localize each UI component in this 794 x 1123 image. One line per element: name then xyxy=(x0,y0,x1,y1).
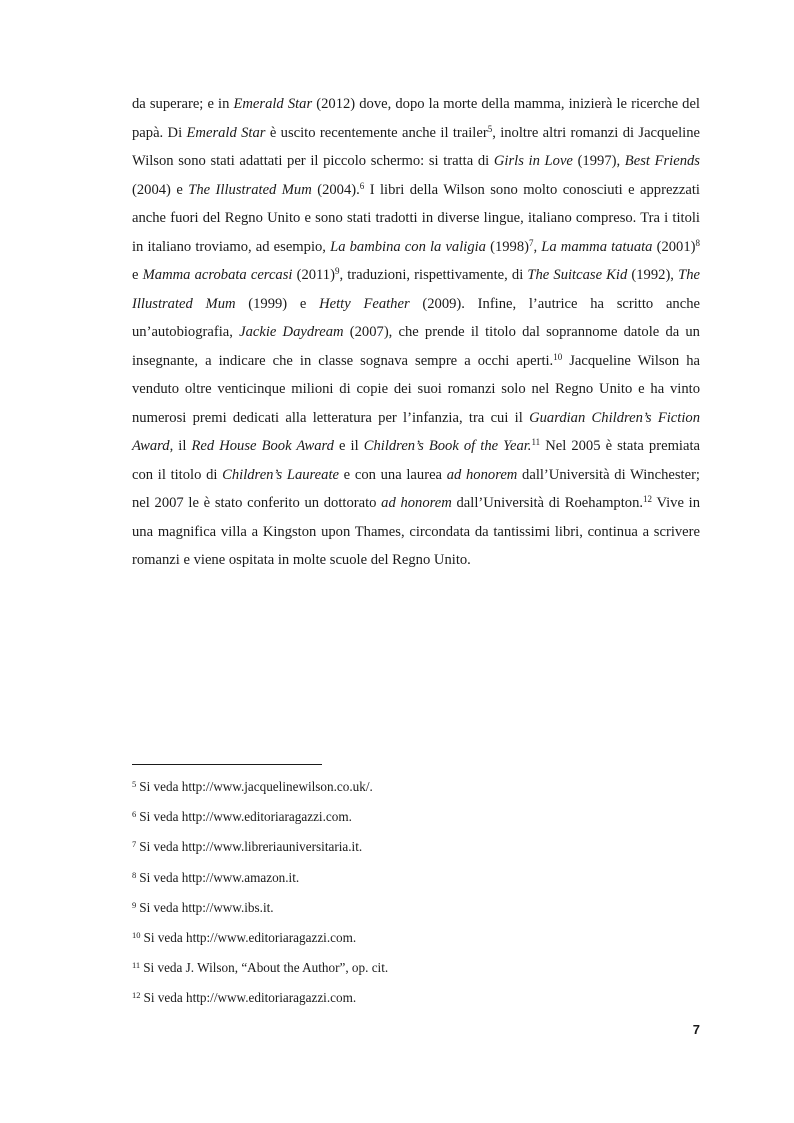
text-run: Jacqueline Wilson ha venduto oltre venticinque milioni di copie dei suoi romanzi solo nel Regno Unito e ha vinto numerosi premi dedicati alla letteratura per l’infanzia, tra cui il xyxy=(132,352,700,426)
footnote-number: 6 xyxy=(132,809,137,820)
footnote-item xyxy=(132,953,700,983)
footnote-number: 11 xyxy=(132,960,141,971)
italic-title: The Suitcase Kid xyxy=(527,267,628,283)
footnote-reference: 5 xyxy=(487,123,493,134)
footnote-reference: 9 xyxy=(334,266,340,276)
footnote-reference: 12 xyxy=(643,494,653,504)
footnote-number: 7 xyxy=(132,839,137,850)
italic-title: Jackie Daydream xyxy=(239,324,344,340)
footnote-number: 12 xyxy=(132,990,141,1001)
footnote-text: Si veda http://www.editoriaragazzi.com. xyxy=(143,990,357,1006)
italic-title: The Illustrated Mum xyxy=(132,267,700,312)
text-run: è uscito recentemente anche il trailer xyxy=(265,124,488,141)
text-run: (2009). Infine, l’autrice ha scritto anche un’autobiografia, xyxy=(132,295,700,340)
text-run: , xyxy=(533,238,542,255)
text-run: Nel 2005 è stata premiata con il titolo di xyxy=(132,438,700,483)
footnote-item xyxy=(132,772,700,802)
text-run: (2011) xyxy=(292,267,335,283)
text-run: (1997), xyxy=(572,153,625,169)
footnote-item xyxy=(132,863,700,893)
text-run: e xyxy=(132,267,143,283)
text-run: (1998) xyxy=(485,238,530,255)
italic-title: Children’s Laureate xyxy=(222,466,339,483)
body-paragraph xyxy=(132,90,700,575)
text-run: dall’Università di Roehampton. xyxy=(451,495,644,511)
footnote-text: Si veda http://www.jacquelinewilson.co.uk/. xyxy=(139,779,373,794)
footnote-number: 8 xyxy=(132,869,137,880)
text-run: e il xyxy=(333,438,364,454)
italic-title: Girls in Love xyxy=(493,153,573,169)
footnote-item xyxy=(132,983,700,1013)
italic-title: Emerald Star xyxy=(233,96,313,112)
italic-title: Guardian Children’s Fiction Award xyxy=(132,409,700,454)
footnote-reference: 10 xyxy=(553,351,563,362)
footnote-item xyxy=(132,893,700,923)
footnote-text: Si veda http://www.ibs.it. xyxy=(139,899,274,915)
text-run: (2007), che prende il titolo dal soprannome datole da un insegnante, a indicare che in classe sognava sempre a occhi aperti. xyxy=(132,324,700,369)
italic-title: La bambina con la valigia xyxy=(330,238,486,255)
footnote-number: 10 xyxy=(132,930,141,941)
footnote-item xyxy=(132,802,700,832)
footnote-text: Si veda http://www.libreriauniversitaria.it. xyxy=(139,839,363,855)
footnote-reference: 7 xyxy=(529,237,534,248)
italic-title: The Illustrated Mum xyxy=(188,181,312,198)
text-run: e con una laurea xyxy=(338,466,447,483)
text-run: (1999) e xyxy=(235,295,320,312)
footnote-reference: 6 xyxy=(359,180,365,191)
italic-title: Mamma acrobata cercasi xyxy=(142,267,293,283)
italic-title: Children’s Book of the Year. xyxy=(363,438,532,454)
footnote-number: 5 xyxy=(132,779,137,789)
text-run: da superare; e in xyxy=(132,96,234,112)
text-run: , il xyxy=(169,438,192,454)
footnote-text: Si veda http://www.amazon.it. xyxy=(139,869,300,885)
text-run: (2004). xyxy=(311,181,360,198)
italic-title: ad honorem xyxy=(381,495,452,511)
footnote-reference: 8 xyxy=(695,237,701,248)
text-run: (2012) dove, dopo la morte della mamma, inizierà le ricerche del papà. Di xyxy=(132,96,700,141)
footnote-text: Si veda http://www.editoriaragazzi.com. xyxy=(139,809,352,825)
italic-title: ad honorem xyxy=(446,466,518,483)
text-run: (2001) xyxy=(652,238,696,255)
italic-title: Best Friends xyxy=(624,153,700,169)
footnote-reference: 11 xyxy=(531,437,541,447)
footnote-item xyxy=(132,832,700,862)
text-run: I libri della Wilson sono molto conosciuti e apprezzati anche fuori del Regno Unito e sono stati tradotti in diverse lingue, italiano compreso. Tra i titoli in italiano troviamo, ad esempio, xyxy=(132,181,700,255)
italic-title: Red House Book Award xyxy=(191,438,334,454)
italic-title: La mamma tatuata xyxy=(541,238,653,255)
text-run: (2004) e xyxy=(132,181,189,198)
footnote-separator xyxy=(132,764,322,765)
text-run: , inoltre altri romanzi di Jacqueline Wilson sono stati adattati per il piccolo schermo: si tratta di xyxy=(132,124,700,169)
footnote-text: Si veda J. Wilson, “About the Author”, op. cit. xyxy=(143,960,389,976)
text-run: , traduzioni, rispettivamente, di xyxy=(339,267,528,283)
page-number: 7 xyxy=(692,1022,700,1037)
footnote-item xyxy=(132,923,700,953)
footnotes-list xyxy=(132,772,700,1014)
italic-title: Hetty Feather xyxy=(319,295,410,312)
italic-title: Emerald Star xyxy=(186,124,266,141)
footnote-number: 9 xyxy=(132,899,137,910)
text-run: dall’Università di Winchester; nel 2007 le è stato conferito un dottorato xyxy=(132,466,700,511)
footnote-text: Si veda http://www.editoriaragazzi.com. xyxy=(143,930,357,946)
text-run: Vive in una magnifica villa a Kingston upon Thames, circondata da tantissimi libri, continua a scrivere romanzi e viene ospitata in molte scuole del Regno Unito. xyxy=(132,495,700,568)
text-run: (1992), xyxy=(627,267,679,283)
